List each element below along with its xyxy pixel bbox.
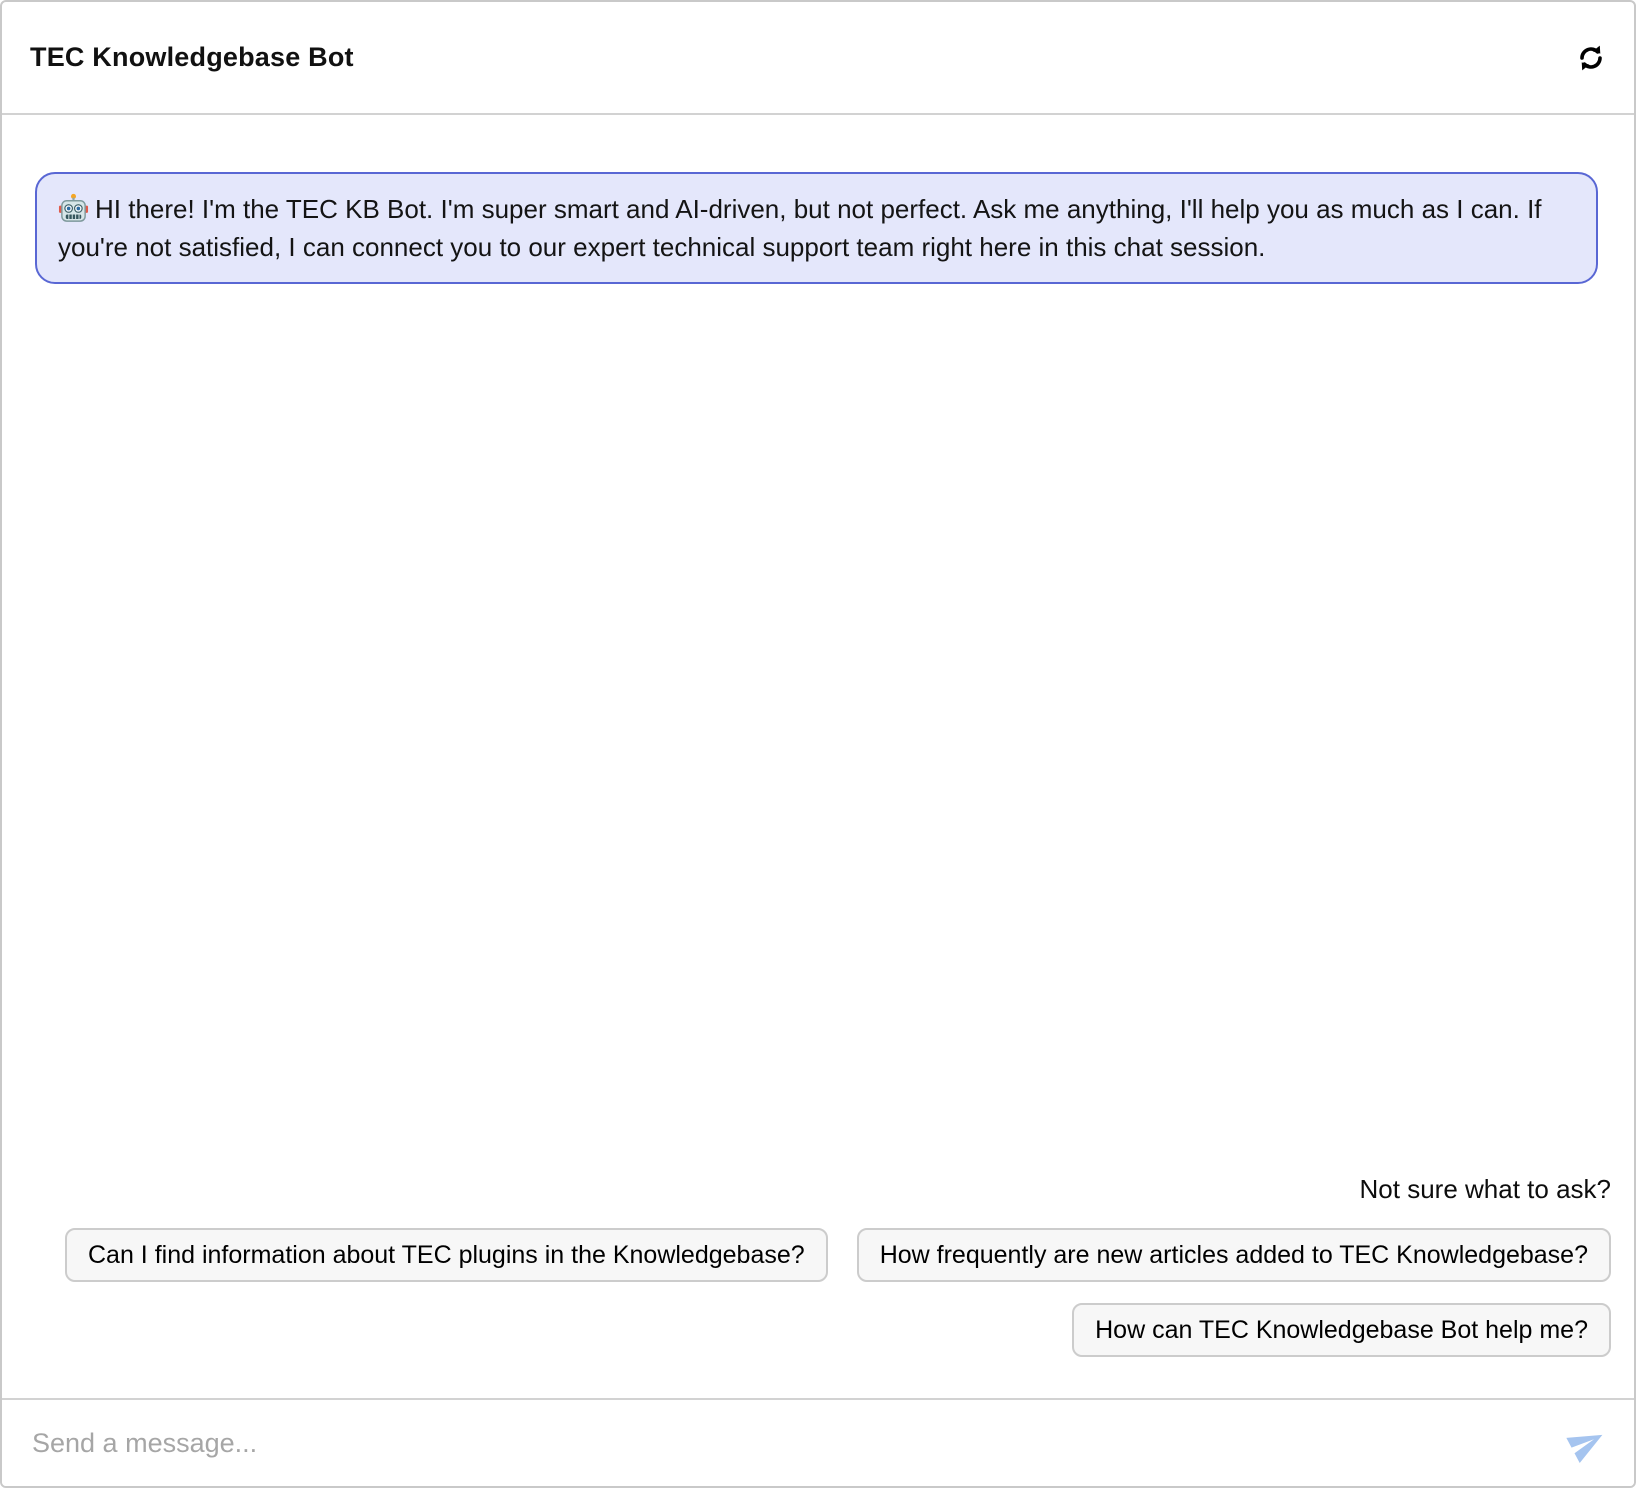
bot-message-bubble — [35, 172, 1598, 284]
bot-message-text: HI there! I'm the TEC KB Bot. I'm super smart and AI-driven, but not perfect. Ask me anything, I'll help you as much as I can. If you're not satisfied, I can connect you to our expert technical support team right here in this chat session. — [58, 194, 1542, 262]
suggestion-button-help-me[interactable]: How can TEC Knowledgebase Bot help me? — [1072, 1303, 1611, 1357]
robot-emoji-icon — [58, 193, 89, 224]
suggestions-row-2 — [65, 1303, 1611, 1357]
suggestion-button-new-articles[interactable]: How frequently are new articles added to TEC Knowledgebase? — [857, 1228, 1611, 1282]
send-paper-plane-icon — [1568, 1450, 1606, 1465]
message-composer — [2, 1398, 1634, 1486]
suggestions-section — [2, 1174, 1634, 1398]
chat-title: TEC Knowledgebase Bot — [30, 42, 354, 72]
message-input[interactable] — [32, 1428, 1548, 1459]
suggestions-row-1 — [65, 1228, 1611, 1282]
refresh-icon — [1576, 61, 1606, 76]
send-button[interactable] — [1564, 1420, 1610, 1466]
suggestion-button-plugins[interactable]: Can I find information about TEC plugins in the Knowledgebase? — [65, 1228, 828, 1282]
chat-header — [2, 2, 1634, 115]
suggestions-prompt: Not sure what to ask? — [1359, 1174, 1611, 1204]
chat-body — [2, 115, 1634, 1398]
refresh-button[interactable] — [1572, 39, 1610, 77]
